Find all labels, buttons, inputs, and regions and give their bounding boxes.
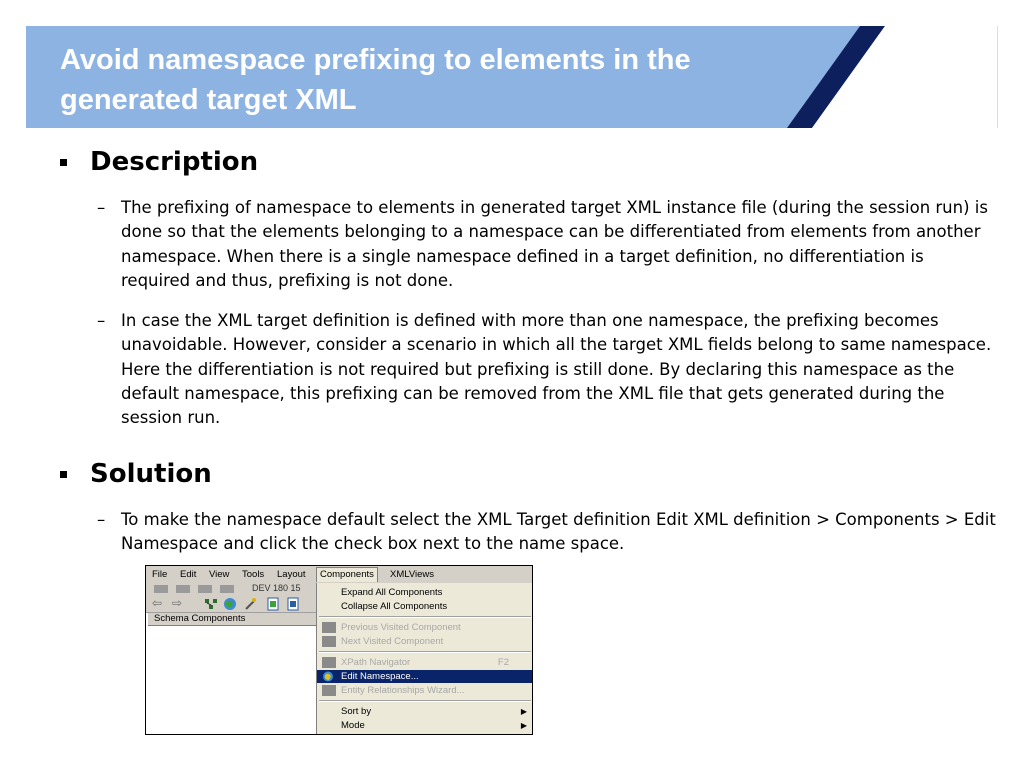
menu-item-label: Expand All Components xyxy=(341,587,443,598)
toolbar-top xyxy=(146,583,316,596)
menu-item-xpath-navigator[interactable] xyxy=(317,656,533,669)
menu-item-edit-namespace[interactable] xyxy=(317,670,533,683)
toolbar-button-icon[interactable] xyxy=(220,585,234,593)
description-item-1-text: The prefixing of namespace to elements in generated target XML instance file (during the session run) is done so that the elements belonging to a namespace can be differentiated from elements from another namespace. When there is a single namespace defined in a target definition, no differentiation is required and thus, prefixing is not done. xyxy=(121,198,988,290)
wand-icon[interactable] xyxy=(243,597,257,611)
toolbar-button-icon[interactable] xyxy=(176,585,190,593)
components-dropdown xyxy=(316,583,533,734)
submenu-arrow-icon: ▶ xyxy=(520,707,527,716)
bullet-square-icon xyxy=(60,159,67,166)
menu-item-sort-by[interactable] xyxy=(317,705,533,718)
back-arrow-icon[interactable]: ⇦ xyxy=(152,596,163,610)
toolbar-repository-label: DEV 180 15 xyxy=(252,583,301,593)
menu-item-shortcut: F2 xyxy=(497,657,509,668)
menu-item-label: Entity Relationships Wizard... xyxy=(341,685,465,696)
schema-components-panel xyxy=(148,626,317,734)
menu-item-previous-visited[interactable] xyxy=(317,621,533,634)
menu-item-next-visited[interactable] xyxy=(317,635,533,648)
menu-layout[interactable]: Layout xyxy=(277,569,306,580)
menu-tools[interactable]: Tools xyxy=(242,569,265,580)
menu-item-label: Edit Namespace... xyxy=(341,671,419,682)
dash-marker: – xyxy=(97,311,106,330)
menu-file[interactable]: File xyxy=(152,569,168,580)
components-menu-screenshot xyxy=(145,565,533,735)
menu-item-label: Mode xyxy=(341,720,365,731)
header-border xyxy=(997,26,998,128)
schema-components-label: Schema Components xyxy=(154,613,246,624)
menu-xmlviews[interactable]: XMLViews xyxy=(390,569,434,580)
entity-wizard-icon xyxy=(322,685,336,696)
slide-title: Avoid namespace prefixing to elements in the generated target XML xyxy=(60,44,691,116)
menu-components[interactable]: Components xyxy=(316,567,378,582)
menu-item-label: Next Visited Component xyxy=(341,636,444,647)
menu-item-label: Previous Visited Component xyxy=(341,622,461,633)
globe-icon[interactable] xyxy=(223,597,237,611)
menu-separator xyxy=(319,700,531,702)
xpath-navigator-icon xyxy=(322,657,336,668)
solution-heading: Solution xyxy=(90,459,212,489)
description-item-2-text: In case the XML target definition is defined with more than one namespace, the prefixing becomes unavoidable. However, consider a scenario in which all the target XML fields belong to same namespace. Here the differentiation is not required but prefixing is still done. By declaring this namespace as the default namespace, this prefixing can be removed from the XML file that gets generated during the session run. xyxy=(121,311,992,428)
forward-arrow-icon[interactable]: ⇨ xyxy=(172,596,183,610)
menu-item-expand-all[interactable] xyxy=(317,586,533,599)
submenu-arrow-icon: ▶ xyxy=(520,721,527,730)
slide-header xyxy=(26,26,998,128)
menu-item-label: XPath Navigator xyxy=(341,657,411,668)
menu-separator xyxy=(319,616,531,618)
next-visited-icon xyxy=(322,636,336,647)
solution-item-1-text: To make the namespace default select the XML Target definition Edit XML definition > Components > Edit Namespace and click the check box next to the name space. xyxy=(121,510,996,554)
document-arrow-icon[interactable] xyxy=(286,597,300,611)
schema-components-tab[interactable] xyxy=(148,613,316,626)
document-icon[interactable] xyxy=(266,597,280,611)
menu-item-collapse-all[interactable] xyxy=(317,600,533,613)
menu-item-label: Collapse All Components xyxy=(341,601,448,612)
description-heading: Description xyxy=(90,147,259,177)
toolbar-button-icon[interactable] xyxy=(154,585,168,593)
menu-item-label: Sort by xyxy=(341,706,372,717)
previous-visited-icon xyxy=(322,622,336,633)
dash-marker: – xyxy=(97,198,106,217)
bullet-square-icon xyxy=(60,471,67,478)
hierarchy-icon[interactable] xyxy=(204,598,218,610)
toolbar-navigation xyxy=(146,596,316,613)
globe-icon xyxy=(322,671,336,682)
toolbar-button-icon[interactable] xyxy=(198,585,212,593)
menu-separator xyxy=(319,651,531,653)
menu-edit[interactable]: Edit xyxy=(180,569,197,580)
menubar xyxy=(146,566,532,584)
menu-item-mode[interactable] xyxy=(317,719,533,732)
dash-marker: – xyxy=(97,510,106,529)
menu-item-entity-wizard[interactable] xyxy=(317,684,533,697)
menu-view[interactable]: View xyxy=(209,569,230,580)
